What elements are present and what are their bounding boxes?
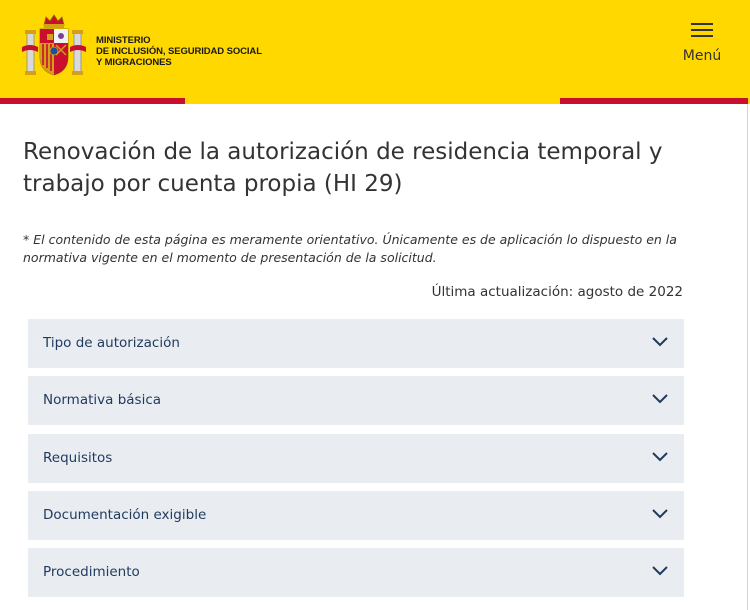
coat-of-arms-icon[interactable] (22, 13, 86, 79)
accordion-documentacion-exigible[interactable] (28, 491, 684, 540)
accordion-normativa-basica[interactable] (28, 376, 684, 425)
ministry-name[interactable] (96, 35, 262, 68)
last-update-date: Última actualización: agosto de 2022 (431, 284, 683, 300)
accordion-procedimiento[interactable] (28, 548, 684, 597)
chevron-down-icon (651, 508, 669, 520)
accordion-label: Normativa básica (43, 392, 162, 408)
ministry-name-line: MINISTERIO (96, 35, 151, 46)
chevron-down-icon (651, 336, 669, 348)
menu-label: Menú (682, 48, 722, 64)
accordion-label: Procedimiento (43, 564, 140, 580)
accordion-label: Tipo de autorización (43, 335, 180, 351)
accordion-tipo-de-autorizacion[interactable] (28, 319, 684, 368)
chevron-down-icon (651, 451, 669, 463)
hamburger-icon (691, 23, 713, 37)
accordion-requisitos[interactable] (28, 434, 684, 483)
header-color-band (0, 98, 750, 104)
chevron-down-icon (651, 565, 669, 577)
ministry-name-line: DE INCLUSIÓN, SEGURIDAD SOCIAL (96, 46, 262, 57)
menu-button[interactable] (676, 20, 728, 70)
page-divider (747, 104, 748, 610)
site-header (0, 0, 750, 98)
accordion-label: Requisitos (43, 450, 113, 466)
accordion-label: Documentación exigible (43, 507, 207, 523)
chevron-down-icon (651, 393, 669, 405)
ministry-name-line: Y MIGRACIONES (96, 57, 172, 68)
disclaimer-note: * El contenido de esta página es meramente orientativo. Únicamente es de aplicación lo dispuesto en la normativa vigente en el momento de presentación de la solicitud. (23, 232, 677, 265)
page-title: Renovación de la autorización de residencia temporal y trabajo por cuenta propia (HI 29) (23, 139, 663, 197)
